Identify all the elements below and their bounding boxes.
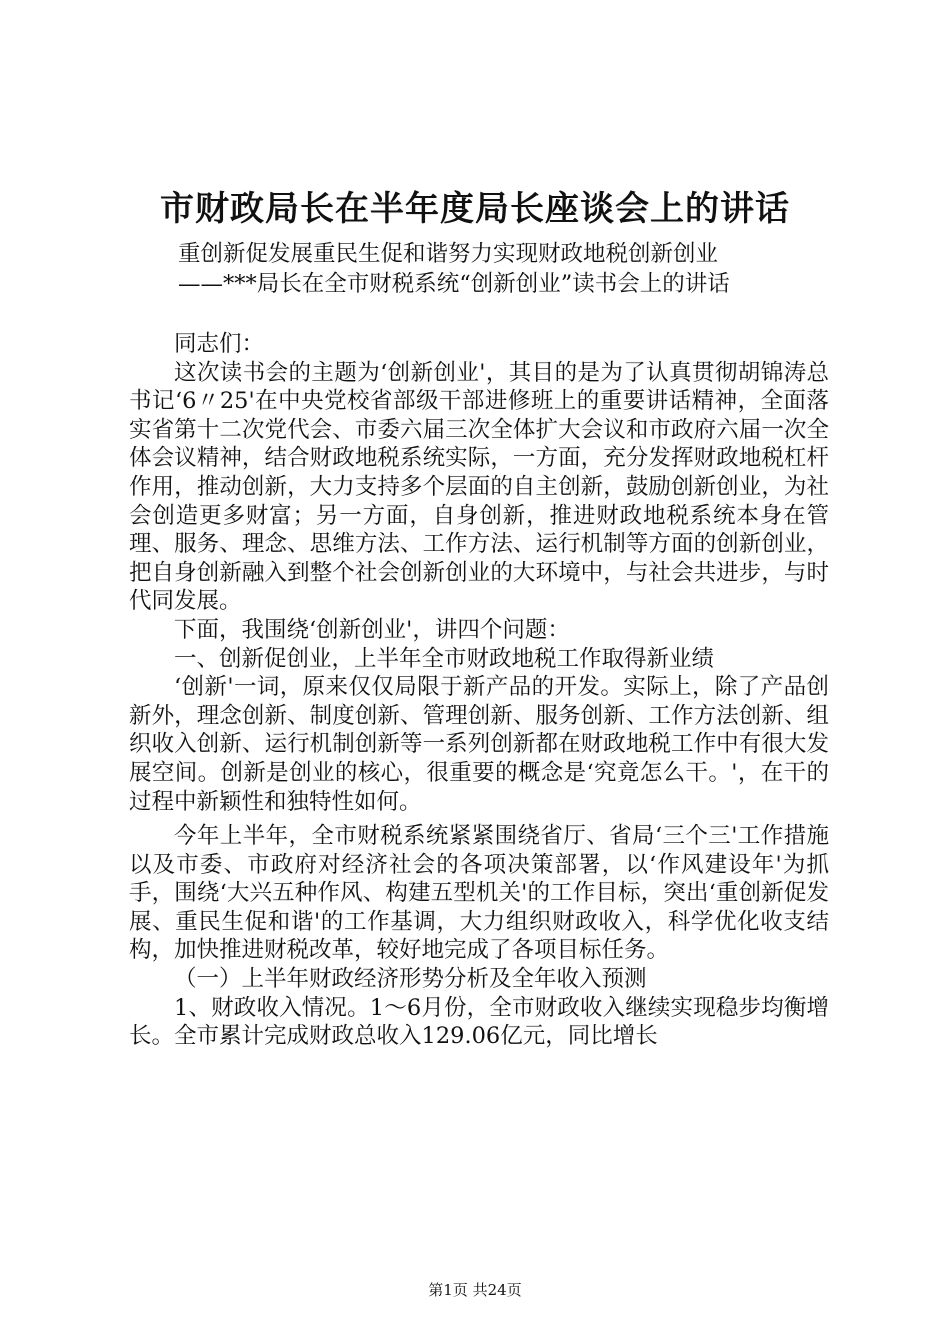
subsection-heading-1: （一）上半年财政经济形势分析及全年收入预测 xyxy=(174,966,647,993)
salutation: 同志们： xyxy=(174,331,265,357)
document-subtitle-line1: 重创新促发展重民生促和谐努力实现财政地税创新创业 xyxy=(178,241,719,267)
document-subtitle-line2: ——***局长在全市财税系统“创新创业”读书会上的讲话 xyxy=(178,271,730,297)
paragraph-innovation: ‘创新'一词，原来仅仅局限于新产品的开发。实际上，除了产品创新外，理念创新、制度创新、管理创新、服务创新、工作方法创新、组织收入创新、运行机制创新等一系列创新都在财政地税工作中有很大发展空间。创新是创业的核心，很重要的概念是‘究竟怎么干。'，在干的过程中新颖性和独特性如何。 xyxy=(129,674,829,815)
paragraph-intro: 这次读书会的主题为‘创新创业'，其目的是为了认真贯彻胡锦涛总书记‘6〃25'在中央党校省部级干部进修班上的重要讲话精神，全面落实省第十二次党代会、市委六届三次全体扩大会议和市政府六届一次全体会议精神，结合财政地税系统实际，一方面，充分发挥财政地税杠杆作用，推动创新，大力支持多个层面的自主创新，鼓励创新创业，为社会创造更多财富；另一方面，自身创新，推进财政地税系统本身在管理、服务、理念、思维方法、工作方法、运行机制等方面的创新创业，把自身创新融入到整个社会创新创业的大环境中，与社会共进步，与时代同发展。 xyxy=(129,359,829,615)
document-title: 市财政局长在半年度局长座谈会上的讲话 xyxy=(160,189,790,229)
paragraph-outline: 下面，我围绕‘创新创业'，讲四个问题： xyxy=(174,616,570,643)
section-heading-1: 一、创新促创业，上半年全市财政地税工作取得新业绩 xyxy=(174,645,715,672)
paragraph-revenue: 1、财政收入情况。1～6月份，全市财政收入继续实现稳步均衡增长。全市累计完成财政总收入129.06亿元，同比增长 xyxy=(129,994,829,1050)
page-footer: 第1页 共24页 xyxy=(428,1281,522,1299)
paragraph-first-half: 今年上半年，全市财税系统紧紧围绕省厅、省局‘三个三'工作措施以及市委、市政府对经济社会的各项决策部署，以‘作风建设年'为抓手，围绕‘大兴五种作风、构建五型机关'的工作目标，突出‘重创新促发展、重民生促和谐'的工作基调，大力组织财政收入，科学优化收支结构，加快推进财税改革，较好地完成了各项目标任务。 xyxy=(129,823,829,964)
document-body xyxy=(129,330,829,1051)
